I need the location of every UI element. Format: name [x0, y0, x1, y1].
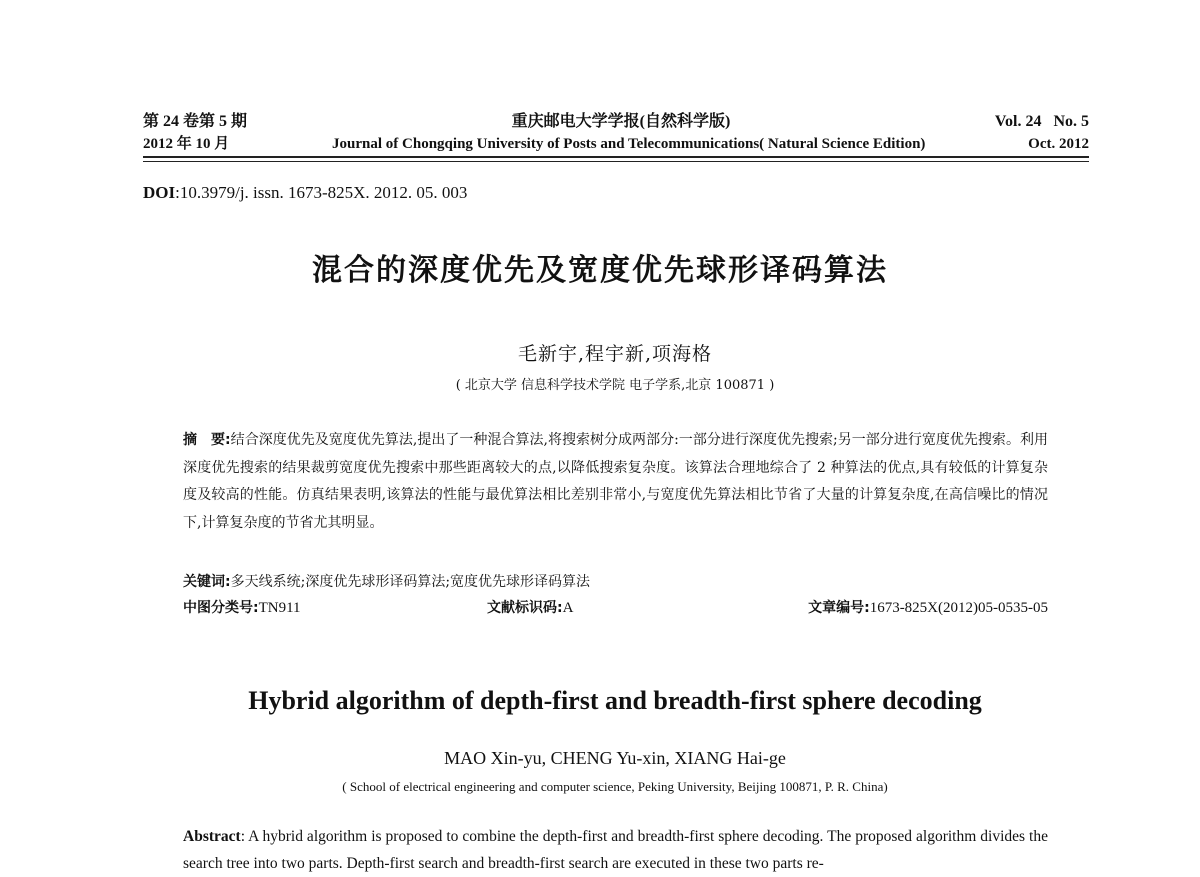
doi-line [143, 183, 467, 203]
abstract-en-text: : A hybrid algorithm is proposed to combine the depth-first and breadth-first sphere decoding. The proposed algorithm divides the search tree into two parts. Depth-first search and breadth-first search are executed in these two parts re- [183, 828, 1048, 872]
authors-cn: 毛新宇,程宇新,项海格 [517, 343, 713, 365]
document-code: 文献标识码:A [487, 600, 574, 616]
paper-title-cn: 混合的深度优先及宽度优先球形译码算法 [312, 253, 888, 288]
authors-en: MAO Xin-yu, CHENG Yu-xin, XIANG Hai-ge [444, 748, 786, 768]
abstract-cn [183, 427, 1048, 537]
header-rule-thick [143, 156, 1089, 158]
journal-header-row-2 [143, 132, 1089, 153]
journal-header-row-1 [143, 108, 1089, 131]
date-cn: 2012 年 10 月 [143, 136, 230, 152]
clc-number: 中图分类号:TN911 [183, 600, 301, 616]
keywords-cn [183, 571, 590, 591]
doi-label: DOI [143, 183, 176, 202]
volume-cn: 第 24 卷第 5 期 [143, 113, 248, 130]
journal-name-cn: 重庆邮电大学学报(自然科学版) [511, 113, 731, 130]
date-en: Oct. 2012 [1028, 136, 1089, 152]
affiliation-en: ( School of electrical engineering and computer science, Peking University, Beijing 100871, P. R. China) [342, 779, 888, 794]
affiliation-cn: ( 北京大学 信息科学技术学院 电子学系,北京 100871 ) [455, 378, 775, 393]
doi-value: :10.3979/j. issn. 1673-825X. 2012. 05. 003 [175, 183, 468, 202]
paper-title-en: Hybrid algorithm of depth-first and breadth-first sphere decoding [248, 686, 982, 715]
abstract-cn-text: 结合深度优先及宽度优先算法,提出了一种混合算法,将搜索树分成两部分:一部分进行深度优先搜索;另一部分进行宽度优先搜索。利用深度优先搜索的结果裁剪宽度优先搜索中那些距离较大的点,以降低搜索复杂度。该算法合理地综合了 2 种算法的优点,具有较低的计算复杂度及较高的性能。仿真结果表明,该算法的性能与最优算法相比差别非常小,与宽度优先算法相比节省了大量的计算复杂度,在高信噪比的情况下,计算复杂度的节省尤其明显。 [183, 432, 1048, 531]
keywords-cn-text: 多天线系统;深度优先球形译码算法;宽度优先球形译码算法 [230, 574, 591, 590]
keywords-cn-label: 关键词: [183, 574, 231, 590]
abstract-cn-label: 摘 要: [183, 432, 231, 448]
header-rule-thin [143, 161, 1089, 162]
volume-en: Vol. 24 No. 5 [994, 113, 1089, 130]
article-number: 文章编号:1673-825X(2012)05-0535-05 [808, 600, 1048, 616]
abstract-en [183, 823, 1048, 877]
journal-name-en: Journal of Chongqing University of Posts and Telecommunications( Natural Science Edition) [332, 136, 926, 152]
abstract-en-label: Abstract [183, 828, 241, 845]
